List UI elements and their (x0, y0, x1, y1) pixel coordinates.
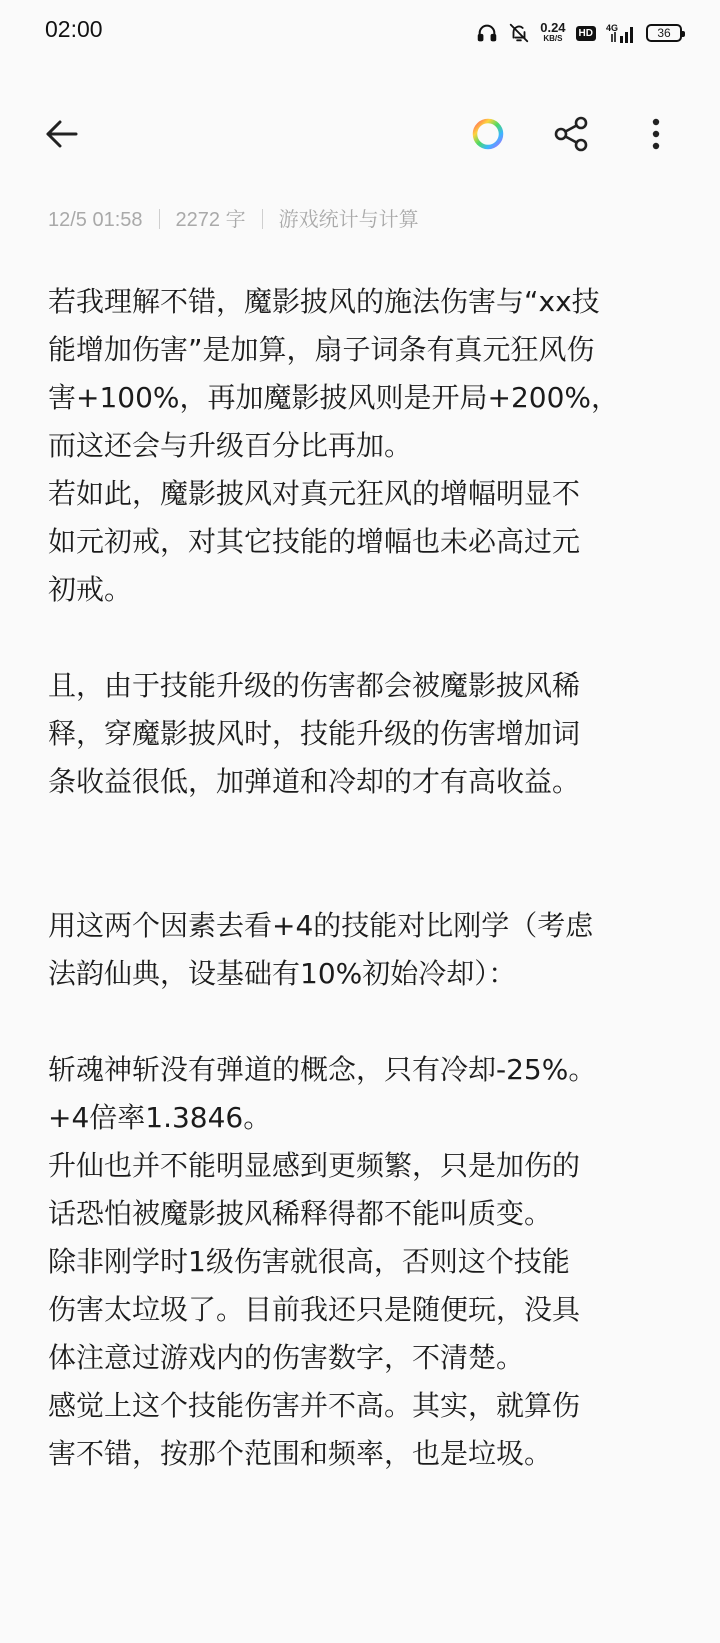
note-line: 用这两个因素去看+4的技能对比刚学（考虑 (48, 909, 594, 942)
network-speed-unit: KB/S (543, 34, 563, 43)
note-line: 初戒。 (48, 573, 133, 606)
signal-icon (606, 22, 636, 44)
note-line: +4倍率1.3846。 (48, 1101, 272, 1134)
note-line: 条收益很低，加弹道和冷却的才有高收益。 (48, 765, 581, 798)
note-line: 害不错，按那个范围和频率，也是垃圾。 (48, 1437, 553, 1470)
color-ring-icon (468, 114, 508, 154)
network-speed-value: 0.24 (540, 20, 566, 35)
theme-color-button[interactable] (468, 114, 508, 154)
battery-icon (646, 24, 682, 42)
note-line: 除非刚学时1级伤害就很高，否则这个技能 (48, 1245, 570, 1278)
note-line: 害+100%，再加魔影披风则是开局+200%， (48, 381, 620, 414)
battery-level: 36 (657, 26, 671, 40)
bell-off-icon (508, 22, 530, 44)
note-line: 法韵仙典，设基础有10%初始冷却）： (48, 957, 517, 990)
note-word-count: 2272 字 (175, 209, 246, 231)
note-line: 话恐怕被魔影披风稀释得都不能叫质变。 (48, 1197, 553, 1230)
note-line: 感觉上这个技能伤害并不高。其实，就算伤 (48, 1389, 581, 1422)
more-options-button[interactable] (634, 112, 678, 156)
blank-line (48, 614, 676, 662)
blank-line (48, 854, 676, 902)
toolbar (0, 94, 720, 174)
note-category[interactable]: 游戏统计与计算 (278, 209, 419, 231)
note-line: 若如此，魔影披风对真元狂风的增幅明显不 (48, 477, 581, 510)
note-body[interactable] (48, 278, 676, 1478)
note-line: 升仙也并不能明显感到更频繁，只是加伤的 (48, 1149, 581, 1182)
share-icon (550, 112, 594, 156)
status-icons (476, 18, 682, 48)
note-line: 且，由于技能升级的伤害都会被魔影披风稀 (48, 669, 581, 702)
headphones-icon (476, 22, 498, 44)
network-speed (540, 22, 565, 44)
meta-divider (159, 209, 160, 229)
back-arrow-icon (40, 112, 84, 156)
blank-line (48, 806, 676, 854)
note-datetime: 12/5 01:58 (48, 209, 143, 231)
note-line: 体注意过游戏内的伤害数字，不清楚。 (48, 1341, 525, 1374)
hd-badge: HD (576, 26, 596, 41)
status-bar (0, 0, 720, 64)
meta-divider (262, 209, 263, 229)
note-line: 若我理解不错，魔影披风的施法伤害与“xx技 (48, 285, 600, 318)
blank-line (48, 998, 676, 1046)
note-line: 如元初戒，对其它技能的增幅也未必高过元 (48, 525, 581, 558)
share-button[interactable] (550, 112, 594, 156)
network-type-label: 4G (606, 23, 619, 33)
back-button[interactable] (40, 112, 84, 156)
note-line: 释，穿魔影披风时，技能升级的伤害增加词 (48, 717, 581, 750)
note-line: 斩魂神斩没有弹道的概念，只有冷却-25%。 (48, 1053, 597, 1086)
more-vertical-icon (634, 112, 678, 156)
note-line: 伤害太垃圾了。目前我还只是随便玩，没具 (48, 1293, 581, 1326)
note-line: 而这还会与升级百分比再加。 (48, 429, 413, 462)
note-meta (48, 203, 419, 232)
note-line: 能增加伤害”是加算，扇子词条有真元狂风伤 (48, 333, 595, 366)
status-time: 02:00 (45, 16, 103, 42)
